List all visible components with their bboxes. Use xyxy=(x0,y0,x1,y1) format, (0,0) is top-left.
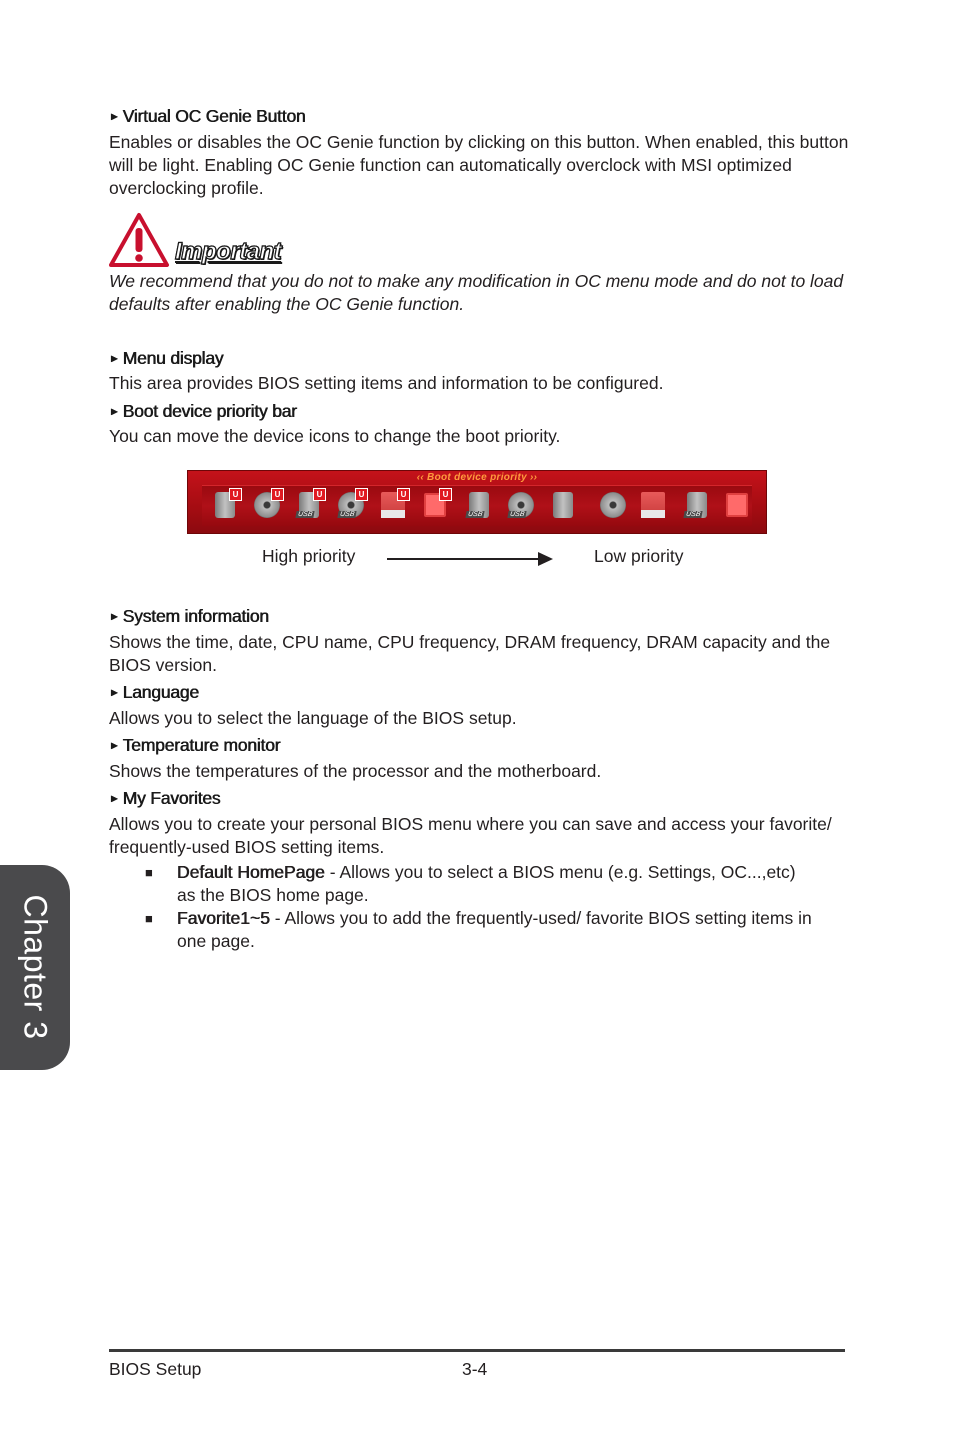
boot-device-hdd-2[interactable] xyxy=(548,490,578,520)
favorites-item-default-homepage: Default HomePage - Allows you to select a BIOS menu (e.g. Settings, OC...,etc) as the BIOS home page. xyxy=(177,862,796,905)
priority-arrow-line xyxy=(387,558,539,560)
chevron-left-icon: ‹‹ xyxy=(416,472,428,483)
arrow-right-icon: ► xyxy=(109,353,120,365)
favorites-item-favorite1-5: Favorite1~5 - Allows you to add the frequently-used/ favorite BIOS setting items in one page. xyxy=(177,908,812,951)
boot-device-network-2[interactable] xyxy=(722,490,752,520)
heading-temperature-monitor: ► Temperature monitor xyxy=(109,735,281,755)
boot-device-usb-disk-2[interactable]: USB xyxy=(506,490,536,520)
network-icon xyxy=(726,493,748,517)
disk-icon xyxy=(600,492,626,518)
heading-virtual-oc-genie: ► Virtual OC Genie Button xyxy=(109,106,306,126)
footer-divider xyxy=(109,1349,845,1352)
boot-device-disk[interactable]: U xyxy=(252,490,282,520)
chapter-tab xyxy=(0,865,70,1070)
heading-my-favorites: ► My Favorites xyxy=(109,788,221,808)
boot-device-priority-bar xyxy=(187,470,767,534)
footer-page-number: 3-4 xyxy=(462,1359,488,1379)
menu-display-description: This area provides BIOS setting items and information to be configured. xyxy=(109,373,664,393)
hdd-icon xyxy=(553,492,573,518)
usb-face-icon xyxy=(641,492,665,518)
boot-device-usb-hdd-3[interactable]: USB xyxy=(682,490,712,520)
boot-device-hdd[interactable]: U xyxy=(210,490,240,520)
my-favorites-description: Allows you to create your personal BIOS menu where you can save and access your favorite/ frequently-used BIOS setting items. xyxy=(109,814,832,857)
high-priority-label: High priority xyxy=(262,546,356,566)
boot-device-usb-disk[interactable]: USB U xyxy=(336,490,366,520)
boot-bar-title: ‹‹ Boot device priority ›› xyxy=(416,472,538,483)
arrow-right-icon: ► xyxy=(109,406,120,418)
boot-device-disk-2[interactable] xyxy=(598,490,628,520)
virtual-oc-description: Enables or disables the OC Genie function by clicking on this button. When enabled, this button will be light. Enabling OC Genie function can automatically overclock with MSI optimized overclocking profile. xyxy=(109,132,849,198)
heading-menu-display: ► Menu display xyxy=(109,348,224,368)
arrow-right-icon: ► xyxy=(109,793,120,805)
arrow-right-icon: ► xyxy=(109,611,120,623)
boot-device-usb-key[interactable]: U xyxy=(378,490,408,520)
chapter-tab-label: Chapter 3 xyxy=(17,894,54,1040)
arrow-right-icon xyxy=(538,552,553,566)
boot-device-list xyxy=(202,485,752,526)
heading-language: ► Language xyxy=(109,682,199,702)
chevron-right-icon: ›› xyxy=(526,472,538,483)
important-title: Important xyxy=(175,238,282,265)
heading-boot-priority: ► Boot device priority bar xyxy=(109,401,297,421)
language-description: Allows you to select the language of the BIOS setup. xyxy=(109,708,517,728)
boot-priority-description: You can move the device icons to change the boot priority. xyxy=(109,426,561,446)
square-bullet-icon: ■ xyxy=(145,911,153,926)
important-note: We recommend that you do not to make any modification in OC menu mode and do not to load defaults after enabling the OC Genie function. xyxy=(109,271,844,314)
square-bullet-icon: ■ xyxy=(145,865,153,880)
temperature-monitor-description: Shows the temperatures of the processor and the motherboard. xyxy=(109,761,602,781)
system-information-description: Shows the time, date, CPU name, CPU frequency, DRAM frequency, DRAM capacity and the BIOS version. xyxy=(109,632,831,675)
boot-device-network[interactable]: U xyxy=(420,490,450,520)
low-priority-label: Low priority xyxy=(594,546,684,566)
footer-section-title: BIOS Setup xyxy=(109,1359,202,1379)
arrow-right-icon: ► xyxy=(109,687,120,699)
warning-triangle-icon xyxy=(108,212,170,268)
heading-system-information: ► System information xyxy=(109,606,269,626)
arrow-right-icon: ► xyxy=(109,740,120,752)
boot-device-usb-key-2[interactable] xyxy=(638,490,668,520)
boot-device-usb-hdd-2[interactable]: USB xyxy=(464,490,494,520)
boot-device-usb-hdd[interactable]: USB U xyxy=(294,490,324,520)
arrow-right-icon: ► xyxy=(109,111,120,123)
